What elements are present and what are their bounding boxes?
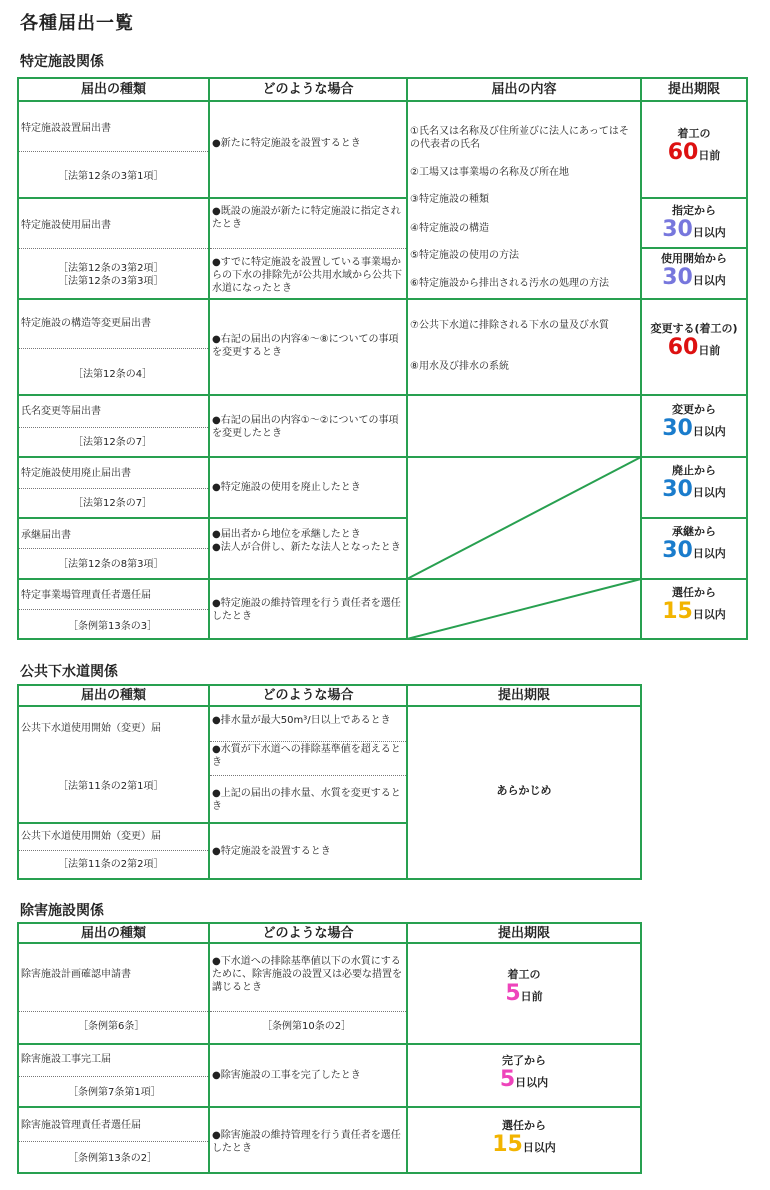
legal-ref: ［条例第7条第1項］ — [68, 1087, 161, 1098]
form-name: 公共下水道使用開始（変更）届 — [21, 723, 161, 734]
form-name: 除害施設工事完工届 — [21, 1054, 111, 1065]
col-header-type: 届出の種類 — [80, 688, 146, 703]
legal-ref: ［条例第10条の2］ — [262, 1021, 352, 1032]
case-text: ●特定施設を設置するとき — [212, 846, 331, 857]
content-item: ②工場又は事業場の名称及び所在地 — [410, 167, 569, 178]
deadline: 着工の 60日前 — [667, 127, 721, 165]
col-header-type: 届出の種類 — [80, 926, 146, 941]
case-text: ●特定施設の使用を廃止したとき — [212, 482, 361, 493]
section-heading-pretreatment: 除害施設関係 — [20, 903, 104, 919]
deadline: 変更から 30日以内 — [662, 403, 726, 441]
deadline: 廃止から 30日以内 — [662, 464, 726, 502]
deadline: 指定から 30日以内 — [662, 204, 726, 242]
case-text: ●すでに特定施設を設置している事業場からの下水の排除先が公共用水域から公共下水道になったとき — [212, 257, 402, 294]
legal-ref: ［法第12条の3第3項］ — [58, 276, 164, 287]
legal-ref: ［法第11条の2第2項］ — [58, 859, 164, 870]
deadline: 使用開始から 30日以内 — [661, 252, 727, 290]
content-item: ④特定施設の構造 — [410, 223, 489, 234]
case-text: ●右記の届出の内容①～②についての事項を変更したとき — [212, 415, 399, 439]
col-header-case: どのような場合 — [262, 688, 354, 703]
deadline: 選任から 15日以内 — [492, 1119, 556, 1157]
case-text: ●届出者から地位を承継したとき — [212, 529, 361, 540]
case-text: ●法人が合併し、新たな法人となったとき — [212, 542, 401, 553]
legal-ref: ［条例第13条の2］ — [68, 1153, 158, 1164]
form-name: 承継届出書 — [21, 530, 71, 541]
case-text: ●除害施設の工事を完了したとき — [212, 1070, 361, 1081]
col-header-deadline: 提出期限 — [497, 688, 550, 703]
col-header-type: 届出の種類 — [80, 82, 146, 97]
content-item: ⑧用水及び排水の系統 — [410, 361, 509, 372]
legal-ref: ［法第12条の7］ — [73, 437, 153, 448]
case-text: ●除害施設の維持管理を行う責任者を選任したとき — [212, 1130, 401, 1154]
legal-ref: ［条例第6条］ — [78, 1021, 145, 1032]
deadline: 承継から 30日以内 — [662, 525, 726, 563]
form-name: 除害施設計画確認申請書 — [21, 969, 131, 980]
deadline-advance: あらかじめ — [496, 784, 552, 797]
case-text: ●上記の届出の排水量、水質を変更するとき — [212, 788, 401, 812]
deadline: 完了から 5日以内 — [499, 1054, 549, 1092]
form-name: 特定施設設置届出書 — [21, 123, 111, 134]
case-text: ●右記の届出の内容④～⑧についての事項を変更するとき — [212, 334, 399, 358]
form-name: 氏名変更等届出書 — [21, 406, 101, 417]
content-item: ⑤特定施設の使用の方法 — [410, 250, 519, 261]
legal-ref: ［条例第13条の3］ — [68, 621, 158, 632]
case-text: ●新たに特定施設を設置するとき — [212, 138, 361, 149]
col-header-deadline: 提出期限 — [497, 926, 550, 941]
form-name: 特定施設の構造等変更届出書 — [21, 318, 151, 329]
deadline: 選任から 15日以内 — [662, 586, 726, 624]
legal-ref: ［法第12条の7］ — [73, 498, 153, 509]
col-header-content: 届出の内容 — [491, 82, 557, 97]
col-header-deadline: 提出期限 — [667, 82, 720, 97]
page-title: 各種届出一覧 — [20, 13, 134, 34]
form-name: 除害施設管理責任者選任届 — [21, 1120, 141, 1131]
form-name: 特定施設使用届出書 — [21, 220, 111, 231]
legal-ref: ［法第12条の3第1項］ — [58, 171, 164, 182]
case-text: ●排水量が最大50m³/日以上であるとき — [212, 715, 391, 726]
deadline: 着工の 5日前 — [505, 968, 543, 1006]
content-item: ①氏名又は名称及び住所並びに法人にあってはその代表者の氏名 — [410, 126, 629, 150]
case-text: ●既設の施設が新たに特定施設に指定されたとき — [212, 206, 401, 230]
deadline: 変更する(着工の) 60日前 — [650, 322, 738, 360]
col-header-case: どのような場合 — [262, 82, 354, 97]
form-name: 特定施設使用廃止届出書 — [21, 468, 131, 479]
section-heading-specified-facilities: 特定施設関係 — [20, 54, 104, 70]
legal-ref: ［法第11条の2第1項］ — [58, 781, 164, 792]
case-text: ●水質が下水道への排除基準値を超えるとき — [212, 744, 401, 768]
content-item: ⑦公共下水道に排除される下水の量及び水質 — [410, 320, 609, 331]
legal-ref: ［法第12条の3第2項］ — [58, 263, 164, 274]
form-name: 特定事業場管理責任者選任届 — [21, 590, 151, 601]
legal-ref: ［法第12条の8第3項］ — [58, 559, 164, 570]
section-heading-public-sewer: 公共下水道関係 — [20, 664, 118, 680]
content-item: ⑥特定施設から排出される汚水の処理の方法 — [410, 278, 609, 289]
case-text: ●下水道への排除基準値以下の水質にするために、除害施設の設置又は必要な措置を講じるとき — [212, 956, 402, 993]
legal-ref: ［法第12条の4］ — [73, 369, 153, 380]
col-header-case: どのような場合 — [262, 926, 354, 941]
case-text: ●特定施設の維持管理を行う責任者を選任したとき — [212, 598, 401, 622]
form-name: 公共下水道使用開始（変更）届 — [21, 831, 161, 842]
content-item: ③特定施設の種類 — [410, 194, 489, 205]
